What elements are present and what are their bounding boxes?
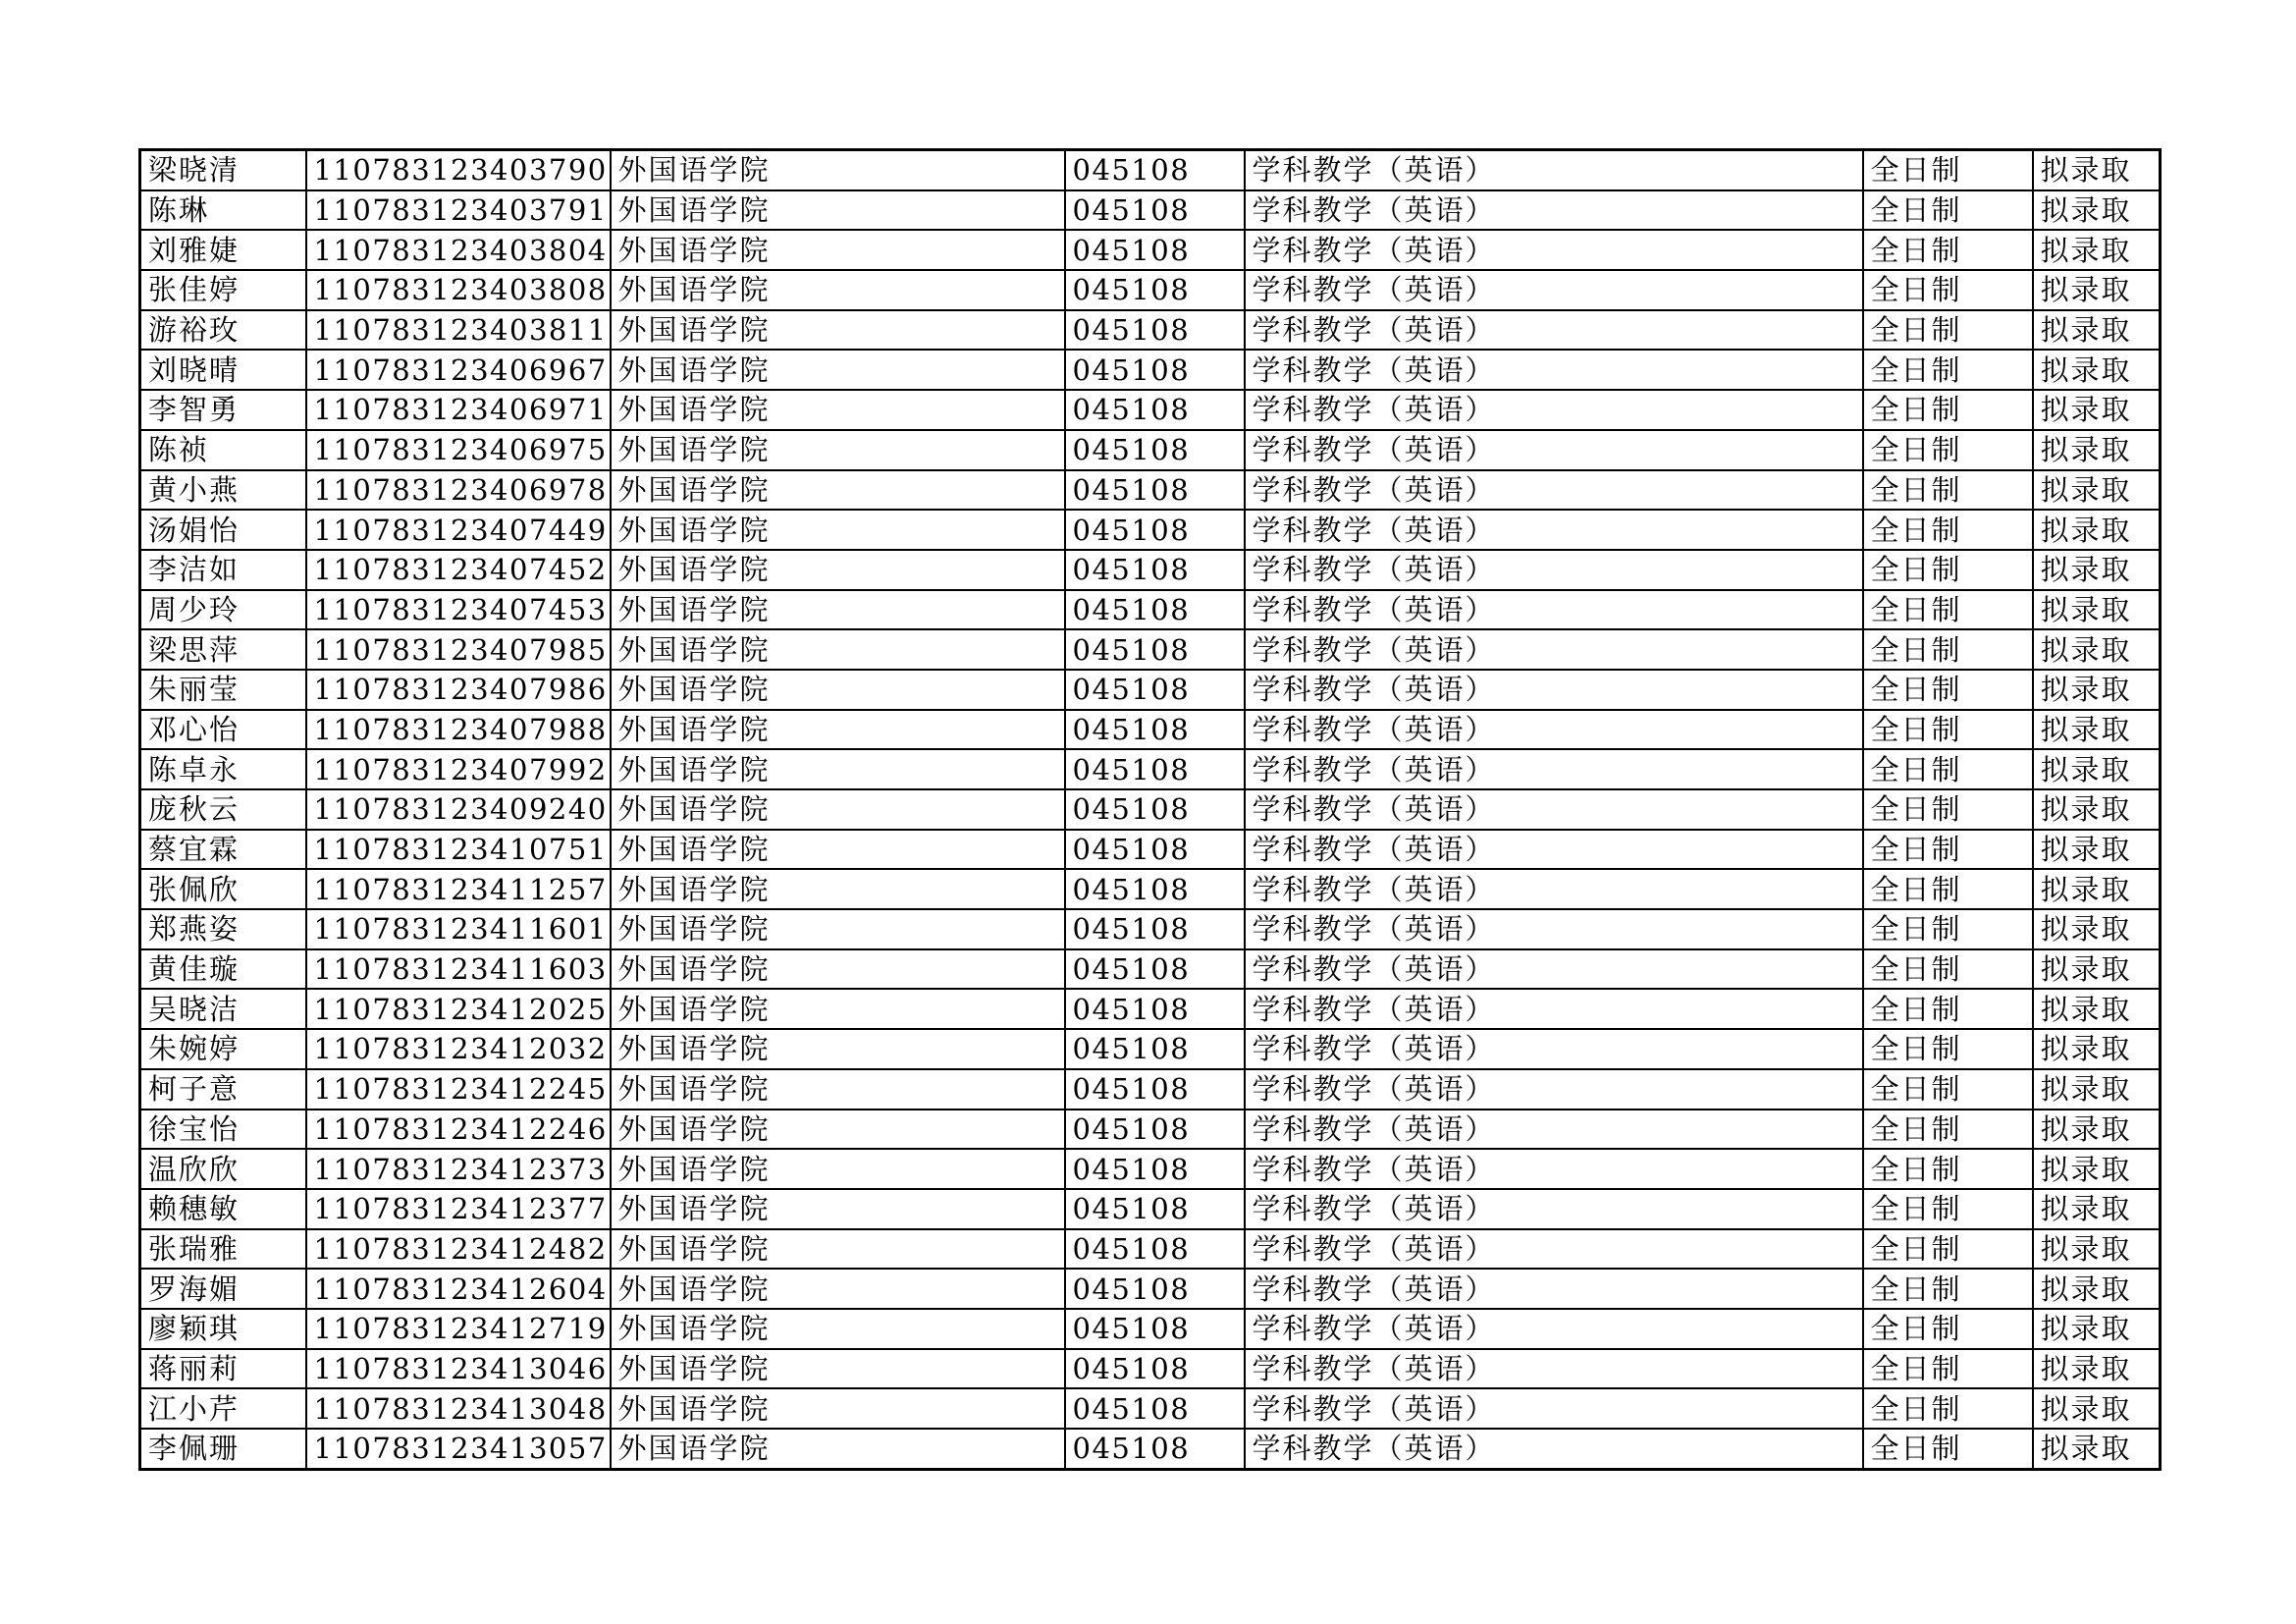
major-name-cell: 学科教学（英语）	[1245, 150, 1863, 190]
student-name-cell: 周少玲	[140, 590, 306, 630]
major-name-cell: 学科教学（英语）	[1245, 869, 1863, 909]
major-name-cell: 学科教学（英语）	[1245, 430, 1863, 470]
major-name-cell: 学科教学（英语）	[1245, 230, 1863, 270]
major-name-cell: 学科教学（英语）	[1245, 710, 1863, 750]
admission-status-cell: 拟录取	[2033, 749, 2161, 789]
exam-number-cell: 110783123411257	[306, 869, 611, 909]
major-name-cell: 学科教学（英语）	[1245, 1349, 1863, 1389]
major-name-cell: 学科教学（英语）	[1245, 1269, 1863, 1309]
study-mode-cell: 全日制	[1863, 1349, 2033, 1389]
table-row	[140, 869, 2161, 909]
exam-number-cell: 110783123412377	[306, 1189, 611, 1229]
major-code-cell: 045108	[1065, 430, 1245, 470]
exam-number-cell: 110783123406971	[306, 390, 611, 430]
school-cell: 外国语学院	[611, 1189, 1065, 1229]
student-name-cell: 温欣欣	[140, 1149, 306, 1189]
school-cell: 外国语学院	[611, 430, 1065, 470]
major-name-cell: 学科教学（英语）	[1245, 789, 1863, 830]
table-row	[140, 190, 2161, 231]
study-mode-cell: 全日制	[1863, 1149, 2033, 1189]
table-row	[140, 1349, 2161, 1389]
exam-number-cell: 110783123407453	[306, 590, 611, 630]
school-cell: 外国语学院	[611, 1429, 1065, 1469]
study-mode-cell: 全日制	[1863, 909, 2033, 949]
major-name-cell: 学科教学（英语）	[1245, 310, 1863, 351]
study-mode-cell: 全日制	[1863, 270, 2033, 310]
major-code-cell: 045108	[1065, 949, 1245, 990]
student-name-cell: 刘晓晴	[140, 350, 306, 390]
admission-status-cell: 拟录取	[2033, 670, 2161, 710]
major-name-cell: 学科教学（英语）	[1245, 470, 1863, 511]
study-mode-cell: 全日制	[1863, 150, 2033, 190]
exam-number-cell: 110783123410751	[306, 830, 611, 870]
major-name-cell: 学科教学（英语）	[1245, 1069, 1863, 1110]
major-name-cell: 学科教学（英语）	[1245, 190, 1863, 231]
study-mode-cell: 全日制	[1863, 1229, 2033, 1270]
major-name-cell: 学科教学（英语）	[1245, 550, 1863, 590]
study-mode-cell: 全日制	[1863, 430, 2033, 470]
major-code-cell: 045108	[1065, 989, 1245, 1029]
school-cell: 外国语学院	[611, 1029, 1065, 1069]
school-cell: 外国语学院	[611, 789, 1065, 830]
student-name-cell: 廖颖琪	[140, 1309, 306, 1349]
exam-number-cell: 110783123412604	[306, 1269, 611, 1309]
school-cell: 外国语学院	[611, 230, 1065, 270]
admission-status-cell: 拟录取	[2033, 1269, 2161, 1309]
table-row	[140, 510, 2161, 550]
student-name-cell: 汤娟怡	[140, 510, 306, 550]
table-row	[140, 470, 2161, 511]
admission-status-cell: 拟录取	[2033, 230, 2161, 270]
student-name-cell: 陈祯	[140, 430, 306, 470]
major-code-cell: 045108	[1065, 749, 1245, 789]
table-row	[140, 350, 2161, 390]
admission-status-cell: 拟录取	[2033, 629, 2161, 670]
admission-status-cell: 拟录取	[2033, 350, 2161, 390]
study-mode-cell: 全日制	[1863, 989, 2033, 1029]
exam-number-cell: 110783123407988	[306, 710, 611, 750]
exam-number-cell: 110783123403791	[306, 190, 611, 231]
study-mode-cell: 全日制	[1863, 470, 2033, 511]
school-cell: 外国语学院	[611, 989, 1065, 1029]
study-mode-cell: 全日制	[1863, 510, 2033, 550]
student-name-cell: 邓心怡	[140, 710, 306, 750]
admission-table	[138, 148, 2162, 1471]
exam-number-cell: 110783123403808	[306, 270, 611, 310]
exam-number-cell: 110783123407985	[306, 629, 611, 670]
admission-status-cell: 拟录取	[2033, 1029, 2161, 1069]
exam-number-cell: 110783123413057	[306, 1429, 611, 1469]
study-mode-cell: 全日制	[1863, 670, 2033, 710]
study-mode-cell: 全日制	[1863, 1029, 2033, 1069]
student-name-cell: 李佩珊	[140, 1429, 306, 1469]
table-row	[140, 1229, 2161, 1270]
school-cell: 外国语学院	[611, 390, 1065, 430]
major-name-cell: 学科教学（英语）	[1245, 909, 1863, 949]
major-code-cell: 045108	[1065, 470, 1245, 511]
major-name-cell: 学科教学（英语）	[1245, 390, 1863, 430]
major-name-cell: 学科教学（英语）	[1245, 1029, 1863, 1069]
student-name-cell: 李智勇	[140, 390, 306, 430]
table-body	[140, 150, 2161, 1470]
major-code-cell: 045108	[1065, 510, 1245, 550]
student-name-cell: 赖穗敏	[140, 1189, 306, 1229]
admission-status-cell: 拟录取	[2033, 1229, 2161, 1270]
exam-number-cell: 110783123413046	[306, 1349, 611, 1389]
school-cell: 外国语学院	[611, 830, 1065, 870]
admission-status-cell: 拟录取	[2033, 390, 2161, 430]
major-name-cell: 学科教学（英语）	[1245, 1229, 1863, 1270]
study-mode-cell: 全日制	[1863, 869, 2033, 909]
major-name-cell: 学科教学（英语）	[1245, 629, 1863, 670]
admission-status-cell: 拟录取	[2033, 989, 2161, 1029]
student-name-cell: 梁思萍	[140, 629, 306, 670]
major-code-cell: 045108	[1065, 830, 1245, 870]
school-cell: 外国语学院	[611, 749, 1065, 789]
admission-status-cell: 拟录取	[2033, 310, 2161, 351]
exam-number-cell: 110783123407992	[306, 749, 611, 789]
admission-status-cell: 拟录取	[2033, 150, 2161, 190]
table-row	[140, 1029, 2161, 1069]
study-mode-cell: 全日制	[1863, 1388, 2033, 1429]
exam-number-cell: 110783123406967	[306, 350, 611, 390]
study-mode-cell: 全日制	[1863, 710, 2033, 750]
school-cell: 外国语学院	[611, 710, 1065, 750]
table-row	[140, 550, 2161, 590]
school-cell: 外国语学院	[611, 1069, 1065, 1110]
table-row	[140, 670, 2161, 710]
major-code-cell: 045108	[1065, 350, 1245, 390]
table-row	[140, 270, 2161, 310]
school-cell: 外国语学院	[611, 510, 1065, 550]
major-code-cell: 045108	[1065, 1349, 1245, 1389]
major-code-cell: 045108	[1065, 1229, 1245, 1270]
table-row	[140, 710, 2161, 750]
study-mode-cell: 全日制	[1863, 310, 2033, 351]
admission-status-cell: 拟录取	[2033, 909, 2161, 949]
major-code-cell: 045108	[1065, 1029, 1245, 1069]
admission-status-cell: 拟录取	[2033, 1349, 2161, 1389]
student-name-cell: 张佩欣	[140, 869, 306, 909]
major-code-cell: 045108	[1065, 1069, 1245, 1110]
school-cell: 外国语学院	[611, 1229, 1065, 1270]
table-row	[140, 749, 2161, 789]
study-mode-cell: 全日制	[1863, 1269, 2033, 1309]
major-code-cell: 045108	[1065, 789, 1245, 830]
school-cell: 外国语学院	[611, 590, 1065, 630]
exam-number-cell: 110783123412246	[306, 1110, 611, 1150]
table-row	[140, 830, 2161, 870]
major-name-cell: 学科教学（英语）	[1245, 670, 1863, 710]
school-cell: 外国语学院	[611, 350, 1065, 390]
major-name-cell: 学科教学（英语）	[1245, 830, 1863, 870]
table-row	[140, 310, 2161, 351]
exam-number-cell: 110783123407986	[306, 670, 611, 710]
table-row	[140, 590, 2161, 630]
major-name-cell: 学科教学（英语）	[1245, 1388, 1863, 1429]
table-row	[140, 1269, 2161, 1309]
study-mode-cell: 全日制	[1863, 350, 2033, 390]
exam-number-cell: 110783123407449	[306, 510, 611, 550]
major-name-cell: 学科教学（英语）	[1245, 350, 1863, 390]
school-cell: 外国语学院	[611, 470, 1065, 511]
school-cell: 外国语学院	[611, 310, 1065, 351]
admission-status-cell: 拟录取	[2033, 869, 2161, 909]
major-code-cell: 045108	[1065, 869, 1245, 909]
exam-number-cell: 110783123406978	[306, 470, 611, 511]
major-name-cell: 学科教学（英语）	[1245, 1429, 1863, 1469]
student-name-cell: 吴晓洁	[140, 989, 306, 1029]
table-row	[140, 1110, 2161, 1150]
admission-status-cell: 拟录取	[2033, 550, 2161, 590]
exam-number-cell: 110783123411603	[306, 949, 611, 990]
major-code-cell: 045108	[1065, 1189, 1245, 1229]
student-name-cell: 朱丽莹	[140, 670, 306, 710]
major-code-cell: 045108	[1065, 230, 1245, 270]
study-mode-cell: 全日制	[1863, 590, 2033, 630]
student-name-cell: 张瑞雅	[140, 1229, 306, 1270]
school-cell: 外国语学院	[611, 190, 1065, 231]
school-cell: 外国语学院	[611, 909, 1065, 949]
student-name-cell: 罗海媚	[140, 1269, 306, 1309]
table-row	[140, 1189, 2161, 1229]
major-code-cell: 045108	[1065, 550, 1245, 590]
student-name-cell: 陈琳	[140, 190, 306, 231]
student-name-cell: 梁晓清	[140, 150, 306, 190]
school-cell: 外国语学院	[611, 1309, 1065, 1349]
table-row	[140, 1388, 2161, 1429]
major-code-cell: 045108	[1065, 150, 1245, 190]
student-name-cell: 游裕玫	[140, 310, 306, 351]
major-name-cell: 学科教学（英语）	[1245, 270, 1863, 310]
admission-status-cell: 拟录取	[2033, 949, 2161, 990]
major-code-cell: 045108	[1065, 670, 1245, 710]
admission-status-cell: 拟录取	[2033, 1309, 2161, 1349]
admission-status-cell: 拟录取	[2033, 470, 2161, 511]
student-name-cell: 黄小燕	[140, 470, 306, 511]
study-mode-cell: 全日制	[1863, 749, 2033, 789]
study-mode-cell: 全日制	[1863, 1429, 2033, 1469]
major-code-cell: 045108	[1065, 710, 1245, 750]
student-name-cell: 李洁如	[140, 550, 306, 590]
major-name-cell: 学科教学（英语）	[1245, 1309, 1863, 1349]
major-code-cell: 045108	[1065, 390, 1245, 430]
exam-number-cell: 110783123403811	[306, 310, 611, 351]
study-mode-cell: 全日制	[1863, 1069, 2033, 1110]
admission-status-cell: 拟录取	[2033, 1110, 2161, 1150]
exam-number-cell: 110783123412719	[306, 1309, 611, 1349]
major-name-cell: 学科教学（英语）	[1245, 989, 1863, 1029]
major-name-cell: 学科教学（英语）	[1245, 1189, 1863, 1229]
exam-number-cell: 110783123412032	[306, 1029, 611, 1069]
student-name-cell: 刘雅婕	[140, 230, 306, 270]
exam-number-cell: 110783123412245	[306, 1069, 611, 1110]
admission-status-cell: 拟录取	[2033, 830, 2161, 870]
student-name-cell: 江小芹	[140, 1388, 306, 1429]
table-row	[140, 150, 2161, 190]
study-mode-cell: 全日制	[1863, 190, 2033, 231]
study-mode-cell: 全日制	[1863, 390, 2033, 430]
school-cell: 外国语学院	[611, 949, 1065, 990]
admission-status-cell: 拟录取	[2033, 590, 2161, 630]
major-code-cell: 045108	[1065, 909, 1245, 949]
exam-number-cell: 110783123409240	[306, 789, 611, 830]
exam-number-cell: 110783123412482	[306, 1229, 611, 1270]
student-name-cell: 郑燕姿	[140, 909, 306, 949]
admission-status-cell: 拟录取	[2033, 1388, 2161, 1429]
exam-number-cell: 110783123406975	[306, 430, 611, 470]
school-cell: 外国语学院	[611, 670, 1065, 710]
admission-status-cell: 拟录取	[2033, 1429, 2161, 1469]
school-cell: 外国语学院	[611, 1149, 1065, 1189]
study-mode-cell: 全日制	[1863, 1189, 2033, 1229]
study-mode-cell: 全日制	[1863, 1309, 2033, 1349]
study-mode-cell: 全日制	[1863, 550, 2033, 590]
major-name-cell: 学科教学（英语）	[1245, 1110, 1863, 1150]
major-code-cell: 045108	[1065, 590, 1245, 630]
school-cell: 外国语学院	[611, 1110, 1065, 1150]
admission-status-cell: 拟录取	[2033, 430, 2161, 470]
study-mode-cell: 全日制	[1863, 789, 2033, 830]
student-name-cell: 蒋丽莉	[140, 1349, 306, 1389]
student-name-cell: 朱婉婷	[140, 1029, 306, 1069]
major-code-cell: 045108	[1065, 1110, 1245, 1150]
student-name-cell: 张佳婷	[140, 270, 306, 310]
major-code-cell: 045108	[1065, 1149, 1245, 1189]
table-row	[140, 230, 2161, 270]
student-name-cell: 陈卓永	[140, 749, 306, 789]
school-cell: 外国语学院	[611, 1349, 1065, 1389]
study-mode-cell: 全日制	[1863, 949, 2033, 990]
exam-number-cell: 110783123407452	[306, 550, 611, 590]
school-cell: 外国语学院	[611, 1388, 1065, 1429]
table-row	[140, 430, 2161, 470]
major-code-cell: 045108	[1065, 629, 1245, 670]
exam-number-cell: 110783123412373	[306, 1149, 611, 1189]
admission-status-cell: 拟录取	[2033, 710, 2161, 750]
table-row	[140, 1069, 2161, 1110]
major-code-cell: 045108	[1065, 1388, 1245, 1429]
major-name-cell: 学科教学（英语）	[1245, 949, 1863, 990]
admission-status-cell: 拟录取	[2033, 190, 2161, 231]
table-row	[140, 390, 2161, 430]
table-row	[140, 629, 2161, 670]
study-mode-cell: 全日制	[1863, 1110, 2033, 1150]
school-cell: 外国语学院	[611, 270, 1065, 310]
major-code-cell: 045108	[1065, 1269, 1245, 1309]
school-cell: 外国语学院	[611, 869, 1065, 909]
major-code-cell: 045108	[1065, 1429, 1245, 1469]
study-mode-cell: 全日制	[1863, 629, 2033, 670]
exam-number-cell: 110783123413048	[306, 1388, 611, 1429]
admission-status-cell: 拟录取	[2033, 789, 2161, 830]
admission-status-cell: 拟录取	[2033, 270, 2161, 310]
table-row	[140, 949, 2161, 990]
school-cell: 外国语学院	[611, 150, 1065, 190]
major-code-cell: 045108	[1065, 310, 1245, 351]
table-row	[140, 789, 2161, 830]
table-row	[140, 989, 2161, 1029]
major-name-cell: 学科教学（英语）	[1245, 1149, 1863, 1189]
student-name-cell: 庞秋云	[140, 789, 306, 830]
admission-status-cell: 拟录取	[2033, 510, 2161, 550]
major-name-cell: 学科教学（英语）	[1245, 510, 1863, 550]
school-cell: 外国语学院	[611, 550, 1065, 590]
exam-number-cell: 110783123403804	[306, 230, 611, 270]
table-row	[140, 1429, 2161, 1469]
admission-status-cell: 拟录取	[2033, 1069, 2161, 1110]
major-code-cell: 045108	[1065, 270, 1245, 310]
student-name-cell: 蔡宜霖	[140, 830, 306, 870]
exam-number-cell: 110783123411601	[306, 909, 611, 949]
exam-number-cell: 110783123412025	[306, 989, 611, 1029]
student-name-cell: 柯子意	[140, 1069, 306, 1110]
study-mode-cell: 全日制	[1863, 230, 2033, 270]
student-name-cell: 黄佳璇	[140, 949, 306, 990]
admission-status-cell: 拟录取	[2033, 1189, 2161, 1229]
table-row	[140, 1309, 2161, 1349]
exam-number-cell: 110783123403790	[306, 150, 611, 190]
school-cell: 外国语学院	[611, 629, 1065, 670]
school-cell: 外国语学院	[611, 1269, 1065, 1309]
major-name-cell: 学科教学（英语）	[1245, 590, 1863, 630]
major-name-cell: 学科教学（英语）	[1245, 749, 1863, 789]
major-code-cell: 045108	[1065, 1309, 1245, 1349]
table-row	[140, 909, 2161, 949]
admission-status-cell: 拟录取	[2033, 1149, 2161, 1189]
major-code-cell: 045108	[1065, 190, 1245, 231]
study-mode-cell: 全日制	[1863, 830, 2033, 870]
table-row	[140, 1149, 2161, 1189]
student-name-cell: 徐宝怡	[140, 1110, 306, 1150]
